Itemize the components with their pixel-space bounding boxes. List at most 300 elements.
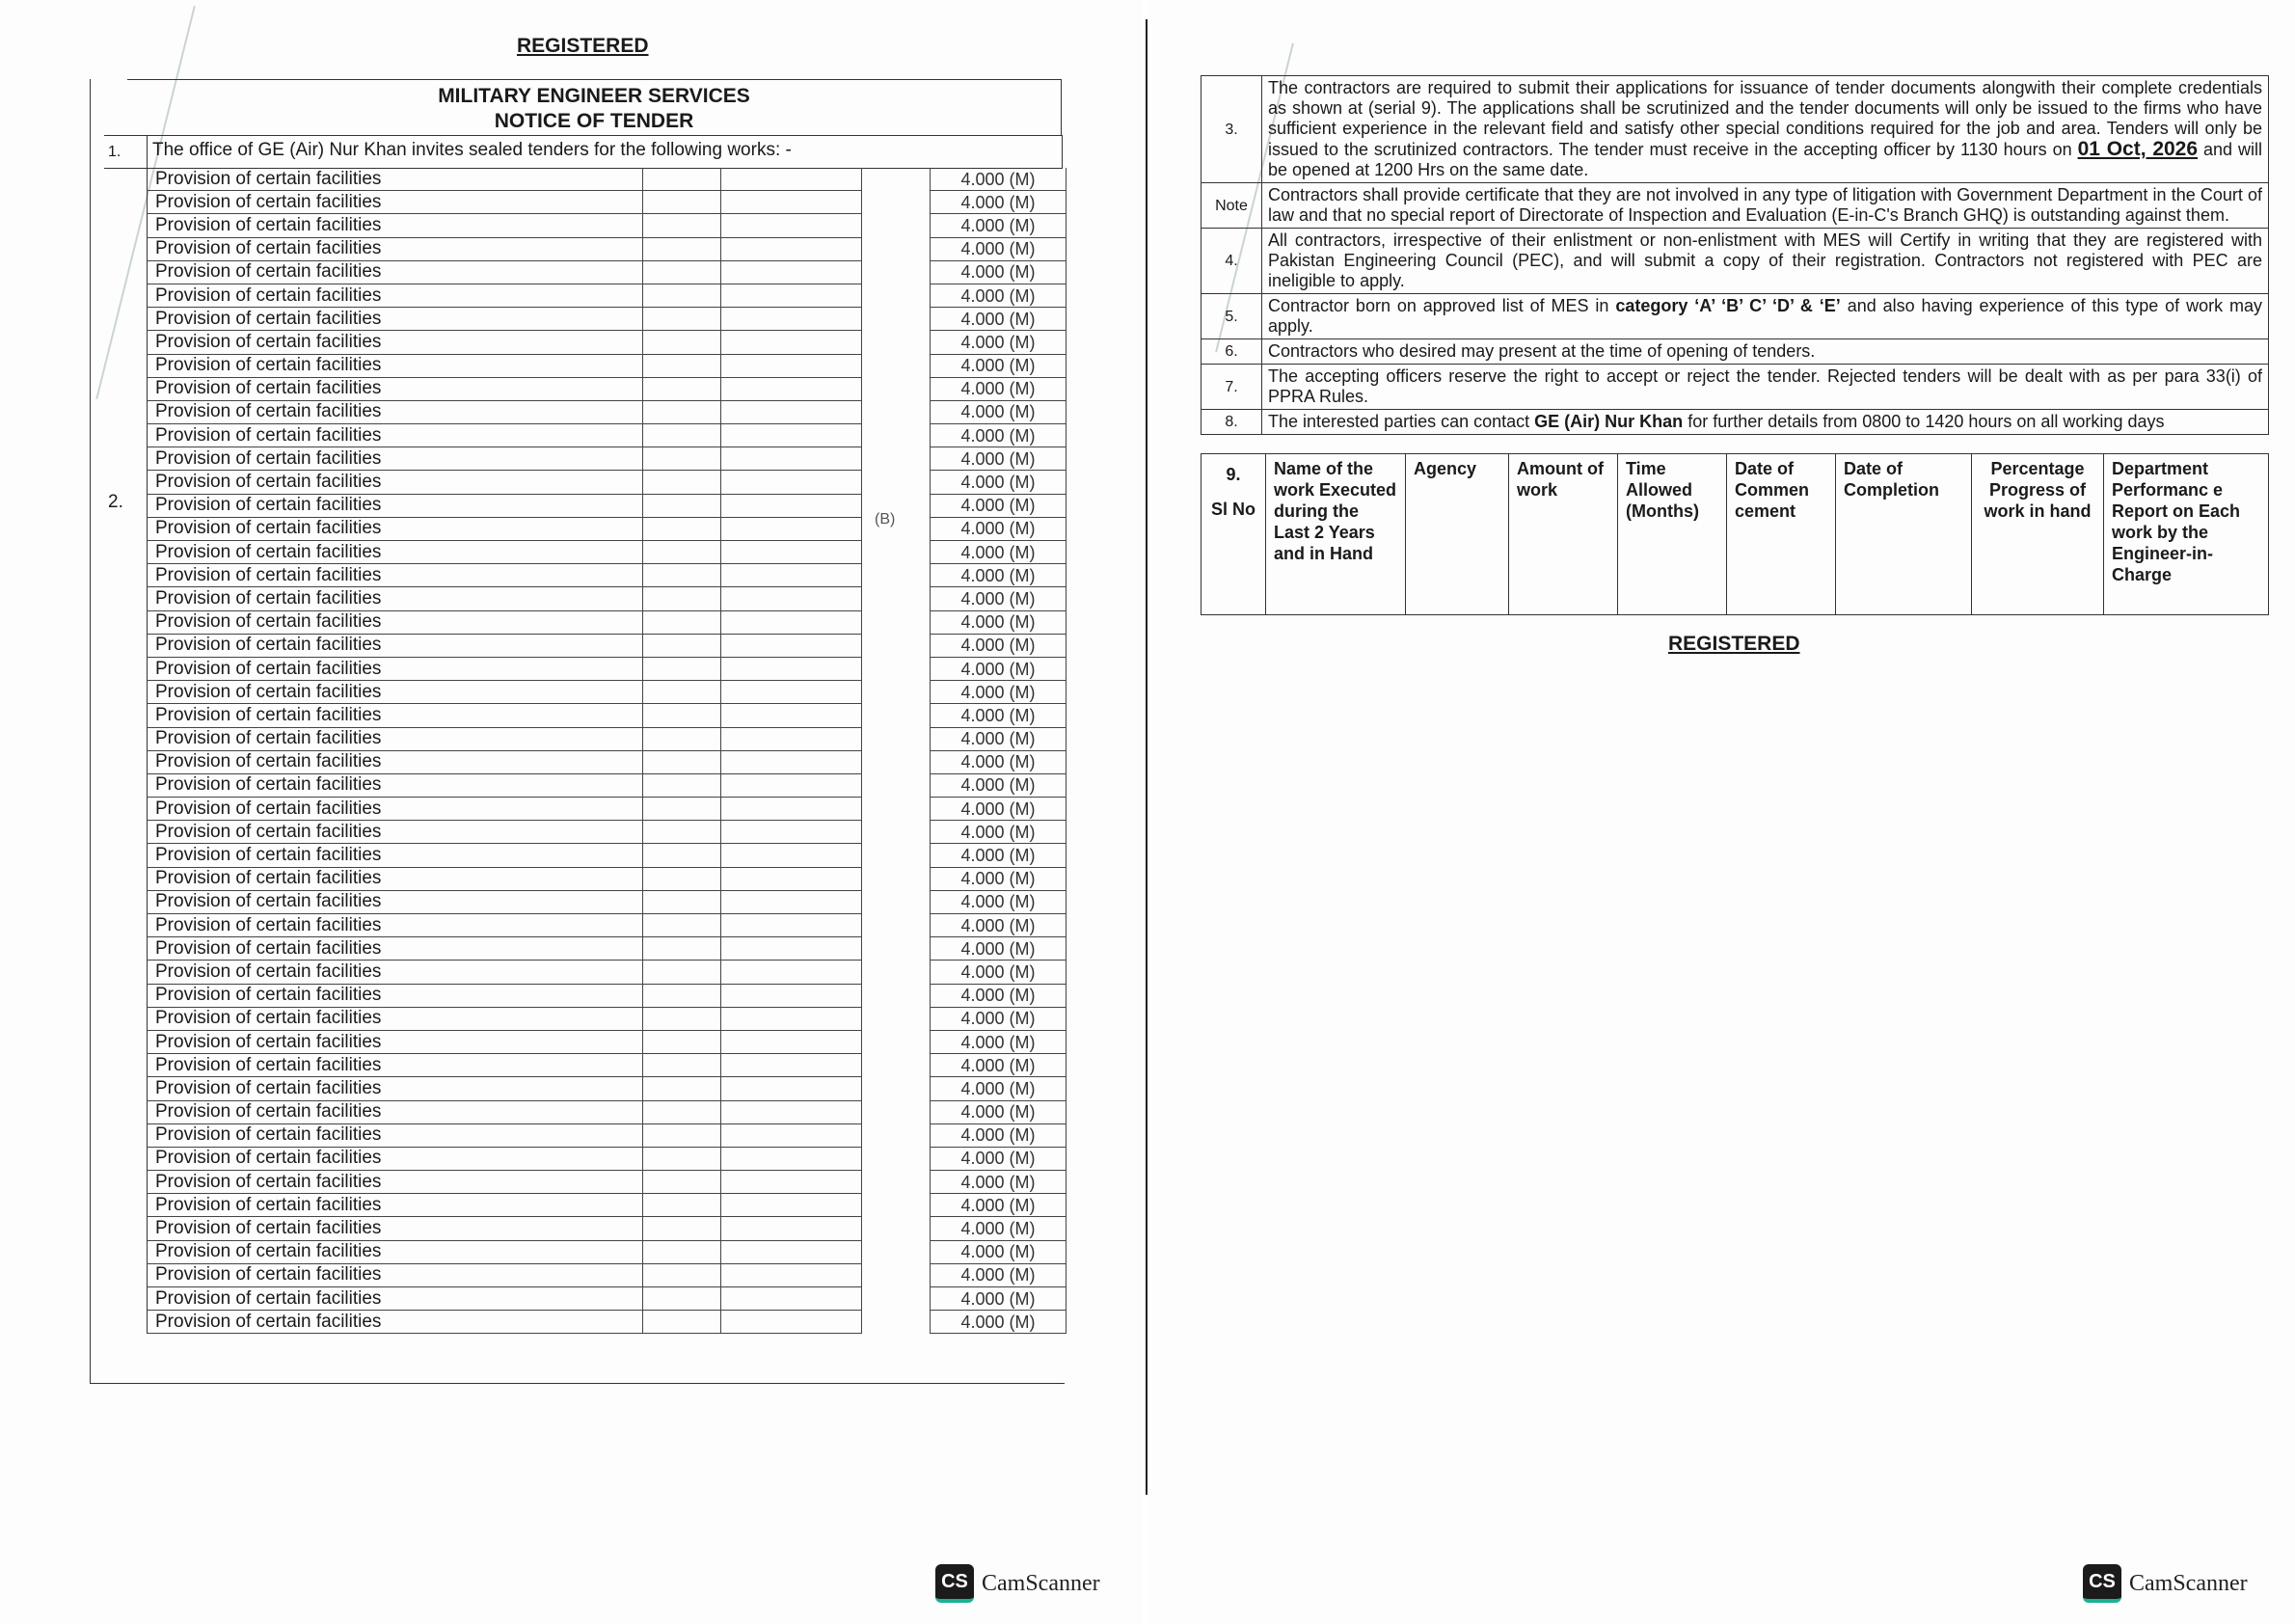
- blank-cell: [721, 191, 862, 214]
- camscanner-text: CamScanner: [982, 1570, 1100, 1596]
- gap-cell: [862, 821, 931, 844]
- blank-cell: [721, 541, 862, 564]
- work-amount: 4.000 (M): [931, 890, 1066, 913]
- work-amount: 4.000 (M): [931, 914, 1066, 937]
- work-row: [148, 214, 1066, 237]
- blank-cell: [643, 1100, 721, 1123]
- work-amount: 4.000 (M): [931, 844, 1066, 867]
- gap-cell: [862, 377, 931, 400]
- camscanner-watermark: [2083, 1564, 2248, 1603]
- blank-cell: [643, 727, 721, 750]
- tender-date: 01 Oct, 2026: [2077, 138, 2199, 160]
- work-amount: 4.000 (M): [931, 773, 1066, 797]
- blank-cell: [643, 704, 721, 727]
- blank-cell: [721, 798, 862, 821]
- work-description: Provision of certain facilities: [148, 844, 643, 867]
- blank-cell: [721, 704, 862, 727]
- blank-cell: [721, 424, 862, 447]
- gap-cell: [862, 260, 931, 284]
- work-description: Provision of certain facilities: [148, 798, 643, 821]
- registered-footer: REGISTERED: [1668, 633, 1800, 655]
- work-amount: 4.000 (M): [931, 284, 1066, 307]
- blank-cell: [721, 587, 862, 610]
- work-row: [148, 564, 1066, 587]
- work-amount: 4.000 (M): [931, 168, 1066, 191]
- header-progress: Percentage Progress of work in hand: [1972, 454, 2104, 615]
- work-row: [148, 237, 1066, 260]
- gap-cell: [862, 1240, 931, 1263]
- work-description: Provision of certain facilities: [148, 1030, 643, 1053]
- work-description: Provision of certain facilities: [148, 704, 643, 727]
- gap-cell: [862, 1311, 931, 1334]
- blank-cell: [643, 634, 721, 657]
- blank-cell: [643, 587, 721, 610]
- serial-9-cell: [1202, 454, 1266, 615]
- header-performance: Department Performanc e Report on Each work by the Engineer-in-Charge: [2104, 454, 2269, 615]
- gap-cell: [862, 354, 931, 377]
- gap-cell: [862, 890, 931, 913]
- blank-cell: [643, 260, 721, 284]
- work-row: [148, 284, 1066, 307]
- work-description: Provision of certain facilities: [148, 1217, 643, 1240]
- blank-cell: [721, 354, 862, 377]
- blank-cell: [643, 1147, 721, 1170]
- work-amount: 4.000 (M): [931, 471, 1066, 494]
- work-description: Provision of certain facilities: [148, 1263, 643, 1286]
- term-text: [1262, 410, 2269, 435]
- blank-cell: [721, 867, 862, 890]
- gap-cell: [862, 750, 931, 773]
- blank-cell: [643, 890, 721, 913]
- blank-cell: [643, 1287, 721, 1311]
- work-description: Provision of certain facilities: [148, 821, 643, 844]
- gap-cell: [862, 331, 931, 354]
- term-number: 8.: [1202, 410, 1262, 435]
- work-row: [148, 937, 1066, 961]
- work-description: Provision of certain facilities: [148, 587, 643, 610]
- work-row: [148, 1217, 1066, 1240]
- blank-cell: [643, 377, 721, 400]
- gap-cell: [862, 447, 931, 471]
- work-description: Provision of certain facilities: [148, 400, 643, 423]
- blank-cell: [643, 494, 721, 517]
- work-row: [148, 587, 1066, 610]
- work-row: [148, 961, 1066, 984]
- work-row: [148, 914, 1066, 937]
- gap-cell: [862, 657, 931, 680]
- gap-cell: [862, 634, 931, 657]
- work-amount: 4.000 (M): [931, 798, 1066, 821]
- blank-cell: [643, 750, 721, 773]
- gap-cell: [862, 237, 931, 260]
- header-commencement: Date of Commen cement: [1727, 454, 1836, 615]
- gap-cell: [862, 400, 931, 423]
- work-row: [148, 377, 1066, 400]
- blank-cell: [721, 1054, 862, 1077]
- work-description: Provision of certain facilities: [148, 1054, 643, 1077]
- work-description: Provision of certain facilities: [148, 1194, 643, 1217]
- work-row: [148, 191, 1066, 214]
- gap-cell: [862, 1263, 931, 1286]
- work-amount: 4.000 (M): [931, 377, 1066, 400]
- work-row: [148, 541, 1066, 564]
- blank-cell: [643, 657, 721, 680]
- work-row: [148, 1147, 1066, 1170]
- blank-cell: [643, 914, 721, 937]
- blank-cell: [721, 1217, 862, 1240]
- blank-cell: [643, 1123, 721, 1147]
- gap-cell: [862, 564, 931, 587]
- blank-cell: [721, 681, 862, 704]
- term-8-text: The interested parties can contact: [1268, 412, 1530, 431]
- term-row: [1202, 294, 2269, 339]
- term-text: [1262, 76, 2269, 183]
- gap-cell: [862, 1007, 931, 1030]
- gap-cell: [862, 308, 931, 331]
- work-amount: 4.000 (M): [931, 1123, 1066, 1147]
- work-amount: 4.000 (M): [931, 447, 1066, 471]
- work-description: Provision of certain facilities: [148, 727, 643, 750]
- work-row: [148, 1240, 1066, 1263]
- work-row: [148, 798, 1066, 821]
- works-table: [147, 168, 1066, 1334]
- work-amount: 4.000 (M): [931, 237, 1066, 260]
- work-amount: 4.000 (M): [931, 1171, 1066, 1194]
- blank-cell: [721, 1287, 862, 1311]
- gap-cell: [862, 773, 931, 797]
- gap-cell: [862, 284, 931, 307]
- blank-cell: [721, 844, 862, 867]
- work-amount: 4.000 (M): [931, 1194, 1066, 1217]
- blank-cell: [643, 1171, 721, 1194]
- work-description: Provision of certain facilities: [148, 424, 643, 447]
- work-row: [148, 1263, 1066, 1286]
- work-amount: 4.000 (M): [931, 517, 1066, 540]
- gap-cell: [862, 471, 931, 494]
- header-completion: Date of Completion: [1836, 454, 1972, 615]
- blank-cell: [721, 494, 862, 517]
- work-row: [148, 1287, 1066, 1311]
- term-text: Contractors shall provide certificate that they are not involved in any type of litigation with Government Department in the Court of law and that no special report of Directorate of Inspection and Evaluation (E-in-C's Branch GHQ) is outstanding against them.: [1262, 183, 2269, 229]
- blank-cell: [721, 1171, 862, 1194]
- work-amount: 4.000 (M): [931, 1077, 1066, 1100]
- term-number: 4.: [1202, 229, 1262, 294]
- blank-cell: [721, 610, 862, 634]
- work-row: [148, 1007, 1066, 1030]
- work-description: Provision of certain facilities: [148, 890, 643, 913]
- work-amount: 4.000 (M): [931, 867, 1066, 890]
- work-row: [148, 1077, 1066, 1100]
- header-amount: Amount of work: [1509, 454, 1618, 615]
- work-amount: 4.000 (M): [931, 1030, 1066, 1053]
- work-amount: 4.000 (M): [931, 191, 1066, 214]
- work-amount: 4.000 (M): [931, 541, 1066, 564]
- blank-cell: [643, 400, 721, 423]
- registered-heading: REGISTERED: [517, 35, 649, 57]
- blank-cell: [643, 798, 721, 821]
- work-row: [148, 447, 1066, 471]
- term-number: 3.: [1202, 76, 1262, 183]
- term-number: 7.: [1202, 365, 1262, 410]
- work-row: [148, 517, 1066, 540]
- work-amount: 4.000 (M): [931, 354, 1066, 377]
- blank-cell: [721, 727, 862, 750]
- work-row: [148, 727, 1066, 750]
- gap-cell: [862, 798, 931, 821]
- gap-cell: [862, 168, 931, 191]
- work-row: [148, 1100, 1066, 1123]
- blank-cell: [721, 1194, 862, 1217]
- gap-cell: [862, 1123, 931, 1147]
- work-amount: 4.000 (M): [931, 1007, 1066, 1030]
- work-row: [148, 844, 1066, 867]
- blank-cell: [643, 1217, 721, 1240]
- term-row: [1202, 410, 2269, 435]
- divider: [147, 136, 148, 168]
- work-row: [148, 1311, 1066, 1334]
- camscanner-icon: CS: [935, 1564, 974, 1603]
- work-row: [148, 821, 1066, 844]
- work-amount: 4.000 (M): [931, 424, 1066, 447]
- work-row: [148, 1054, 1066, 1077]
- title-line-2: NOTICE OF TENDER: [494, 110, 694, 132]
- work-row: [148, 750, 1066, 773]
- blank-cell: [721, 984, 862, 1007]
- term-text: All contractors, irrespective of their enlistment or non-enlistment with MES will Certify in writing that they are registered with Pakistan Engineering Council (PEC), and will submit a copy of their registration. Contractors not registered with PEC are ineligible to apply.: [1262, 229, 2269, 294]
- gap-cell: [862, 1171, 931, 1194]
- blank-cell: [643, 284, 721, 307]
- work-description: Provision of certain facilities: [148, 1077, 643, 1100]
- gap-cell: [862, 727, 931, 750]
- blank-cell: [721, 564, 862, 587]
- work-amount: 4.000 (M): [931, 1263, 1066, 1286]
- work-description: Provision of certain facilities: [148, 984, 643, 1007]
- blank-cell: [721, 471, 862, 494]
- work-amount: 4.000 (M): [931, 984, 1066, 1007]
- blank-cell: [721, 400, 862, 423]
- work-amount: 4.000 (M): [931, 1311, 1066, 1334]
- work-description: Provision of certain facilities: [148, 1287, 643, 1311]
- blank-cell: [643, 681, 721, 704]
- work-row: [148, 1123, 1066, 1147]
- blank-cell: [721, 447, 862, 471]
- gap-cell: [862, 844, 931, 867]
- work-amount: 4.000 (M): [931, 1147, 1066, 1170]
- work-description: Provision of certain facilities: [148, 1100, 643, 1123]
- work-description: Provision of certain facilities: [148, 471, 643, 494]
- title-line-1: MILITARY ENGINEER SERVICES: [438, 85, 750, 107]
- work-row: [148, 331, 1066, 354]
- gap-cell: [862, 984, 931, 1007]
- header-work-name: Name of the work Executed during the Last 2 Years and in Hand: [1266, 454, 1406, 615]
- work-amount: 4.000 (M): [931, 564, 1066, 587]
- blank-cell: [721, 634, 862, 657]
- blank-cell: [643, 564, 721, 587]
- blank-cell: [721, 1100, 862, 1123]
- blank-cell: [643, 1007, 721, 1030]
- notice-title: [127, 79, 1062, 135]
- term-number: 5.: [1202, 294, 1262, 339]
- term-text: Contractors who desired may present at the time of opening of tenders.: [1262, 339, 2269, 365]
- work-row: [148, 1030, 1066, 1053]
- blank-cell: [721, 1263, 862, 1286]
- gap-cell: [862, 681, 931, 704]
- gap-cell: [862, 914, 931, 937]
- work-description: Provision of certain facilities: [148, 610, 643, 634]
- blank-cell: [721, 1147, 862, 1170]
- work-description: Provision of certain facilities: [148, 447, 643, 471]
- work-row: [148, 400, 1066, 423]
- work-amount: 4.000 (M): [931, 494, 1066, 517]
- work-row: [148, 1171, 1066, 1194]
- work-description: Provision of certain facilities: [148, 168, 643, 191]
- gap-cell: [862, 961, 931, 984]
- work-row: [148, 984, 1066, 1007]
- gap-cell: [862, 1030, 931, 1053]
- term-text: [1262, 294, 2269, 339]
- work-row: [148, 704, 1066, 727]
- blank-cell: [643, 237, 721, 260]
- blank-cell: [721, 1007, 862, 1030]
- blank-cell: [643, 1054, 721, 1077]
- blank-cell: [721, 168, 862, 191]
- experience-header-row: [1202, 454, 2269, 615]
- term-row: [1202, 229, 2269, 294]
- category-list: category ‘A’ ‘B’ C’ ‘D’ & ‘E’: [1615, 296, 1841, 315]
- blank-cell: [643, 961, 721, 984]
- gap-cell: [862, 704, 931, 727]
- camscanner-text: CamScanner: [2129, 1570, 2248, 1596]
- term-row: [1202, 339, 2269, 365]
- work-description: Provision of certain facilities: [148, 937, 643, 961]
- gap-cell: [862, 517, 931, 540]
- blank-cell: [721, 890, 862, 913]
- work-description: Provision of certain facilities: [148, 517, 643, 540]
- camscanner-icon: CS: [2083, 1564, 2121, 1603]
- intro-row: [104, 135, 1063, 169]
- blank-cell: [721, 937, 862, 961]
- work-description: Provision of certain facilities: [148, 541, 643, 564]
- blank-cell: [643, 1240, 721, 1263]
- mark-b: (B): [875, 511, 896, 528]
- work-row: [148, 890, 1066, 913]
- gap-cell: [862, 1217, 931, 1240]
- blank-cell: [721, 1240, 862, 1263]
- blank-cell: [643, 517, 721, 540]
- work-description: Provision of certain facilities: [148, 634, 643, 657]
- work-description: Provision of certain facilities: [148, 237, 643, 260]
- serial-2: 2.: [108, 492, 123, 512]
- blank-cell: [721, 237, 862, 260]
- work-row: [148, 610, 1066, 634]
- blank-cell: [643, 214, 721, 237]
- blank-cell: [643, 1030, 721, 1053]
- blank-cell: [721, 284, 862, 307]
- work-amount: 4.000 (M): [931, 704, 1066, 727]
- gap-cell: [862, 494, 931, 517]
- work-amount: 4.000 (M): [931, 657, 1066, 680]
- camscanner-watermark: [935, 1564, 1100, 1603]
- blank-cell: [643, 191, 721, 214]
- work-amount: 4.000 (M): [931, 1100, 1066, 1123]
- blank-cell: [721, 308, 862, 331]
- gap-cell: [862, 191, 931, 214]
- work-row: [148, 634, 1066, 657]
- work-description: Provision of certain facilities: [148, 191, 643, 214]
- terms-table: [1201, 75, 2269, 435]
- term-number: 6.: [1202, 339, 1262, 365]
- work-description: Provision of certain facilities: [148, 260, 643, 284]
- blank-cell: [643, 937, 721, 961]
- work-amount: 4.000 (M): [931, 727, 1066, 750]
- blank-cell: [721, 1030, 862, 1053]
- blank-cell: [643, 447, 721, 471]
- term-3-text: The contractors are required to submit their applications for issuance of tender documents alongwith their complete credentials as shown at (serial 9). The applications shall be scrutinized and the tender documents will only be issued to the firms who have sufficient experience in the relevant field and satisfy other special conditions required for the job and area. Tenders will only be issued to the scrutinized contractors. The tender must receive in the accepting officer by 1130 hours on: [1268, 78, 2262, 159]
- blank-cell: [721, 331, 862, 354]
- term-row: [1202, 365, 2269, 410]
- term-number: Note: [1202, 183, 1262, 229]
- blank-cell: [721, 377, 862, 400]
- blank-cell: [721, 517, 862, 540]
- work-amount: 4.000 (M): [931, 1217, 1066, 1240]
- blank-cell: [721, 1123, 862, 1147]
- gap-cell: [862, 587, 931, 610]
- gap-cell: [862, 1100, 931, 1123]
- blank-cell: [643, 424, 721, 447]
- term-row: [1202, 183, 2269, 229]
- serial-9: 9.: [1226, 465, 1241, 484]
- blank-cell: [721, 750, 862, 773]
- gap-cell: [862, 867, 931, 890]
- gap-cell: [862, 1194, 931, 1217]
- blank-cell: [643, 610, 721, 634]
- work-description: Provision of certain facilities: [148, 1123, 643, 1147]
- intro-text: The office of GE (Air) Nur Khan invites sealed tenders for the following works: -: [152, 140, 792, 160]
- work-description: Provision of certain facilities: [148, 657, 643, 680]
- blank-cell: [721, 1311, 862, 1334]
- work-amount: 4.000 (M): [931, 308, 1066, 331]
- work-description: Provision of certain facilities: [148, 750, 643, 773]
- work-amount: 4.000 (M): [931, 400, 1066, 423]
- work-description: Provision of certain facilities: [148, 494, 643, 517]
- work-amount: 4.000 (M): [931, 610, 1066, 634]
- serial-1: 1.: [108, 144, 122, 160]
- gap-cell: [862, 1054, 931, 1077]
- work-amount: 4.000 (M): [931, 681, 1066, 704]
- gap-cell: [862, 1147, 931, 1170]
- office-name: GE (Air) Nur Khan: [1534, 412, 1684, 431]
- term-row: [1202, 76, 2269, 183]
- work-amount: 4.000 (M): [931, 750, 1066, 773]
- work-amount: 4.000 (M): [931, 634, 1066, 657]
- gap-cell: [862, 1077, 931, 1100]
- work-amount: 4.000 (M): [931, 961, 1066, 984]
- left-page: [0, 0, 1143, 1624]
- work-description: Provision of certain facilities: [148, 867, 643, 890]
- work-row: [148, 471, 1066, 494]
- work-row: [148, 773, 1066, 797]
- blank-cell: [643, 867, 721, 890]
- work-description: Provision of certain facilities: [148, 564, 643, 587]
- work-amount: 4.000 (M): [931, 1240, 1066, 1263]
- work-amount: 4.000 (M): [931, 260, 1066, 284]
- work-description: Provision of certain facilities: [148, 354, 643, 377]
- work-row: [148, 354, 1066, 377]
- header-time: Time Allowed (Months): [1618, 454, 1727, 615]
- blank-cell: [643, 354, 721, 377]
- blank-cell: [643, 1077, 721, 1100]
- work-amount: 4.000 (M): [931, 587, 1066, 610]
